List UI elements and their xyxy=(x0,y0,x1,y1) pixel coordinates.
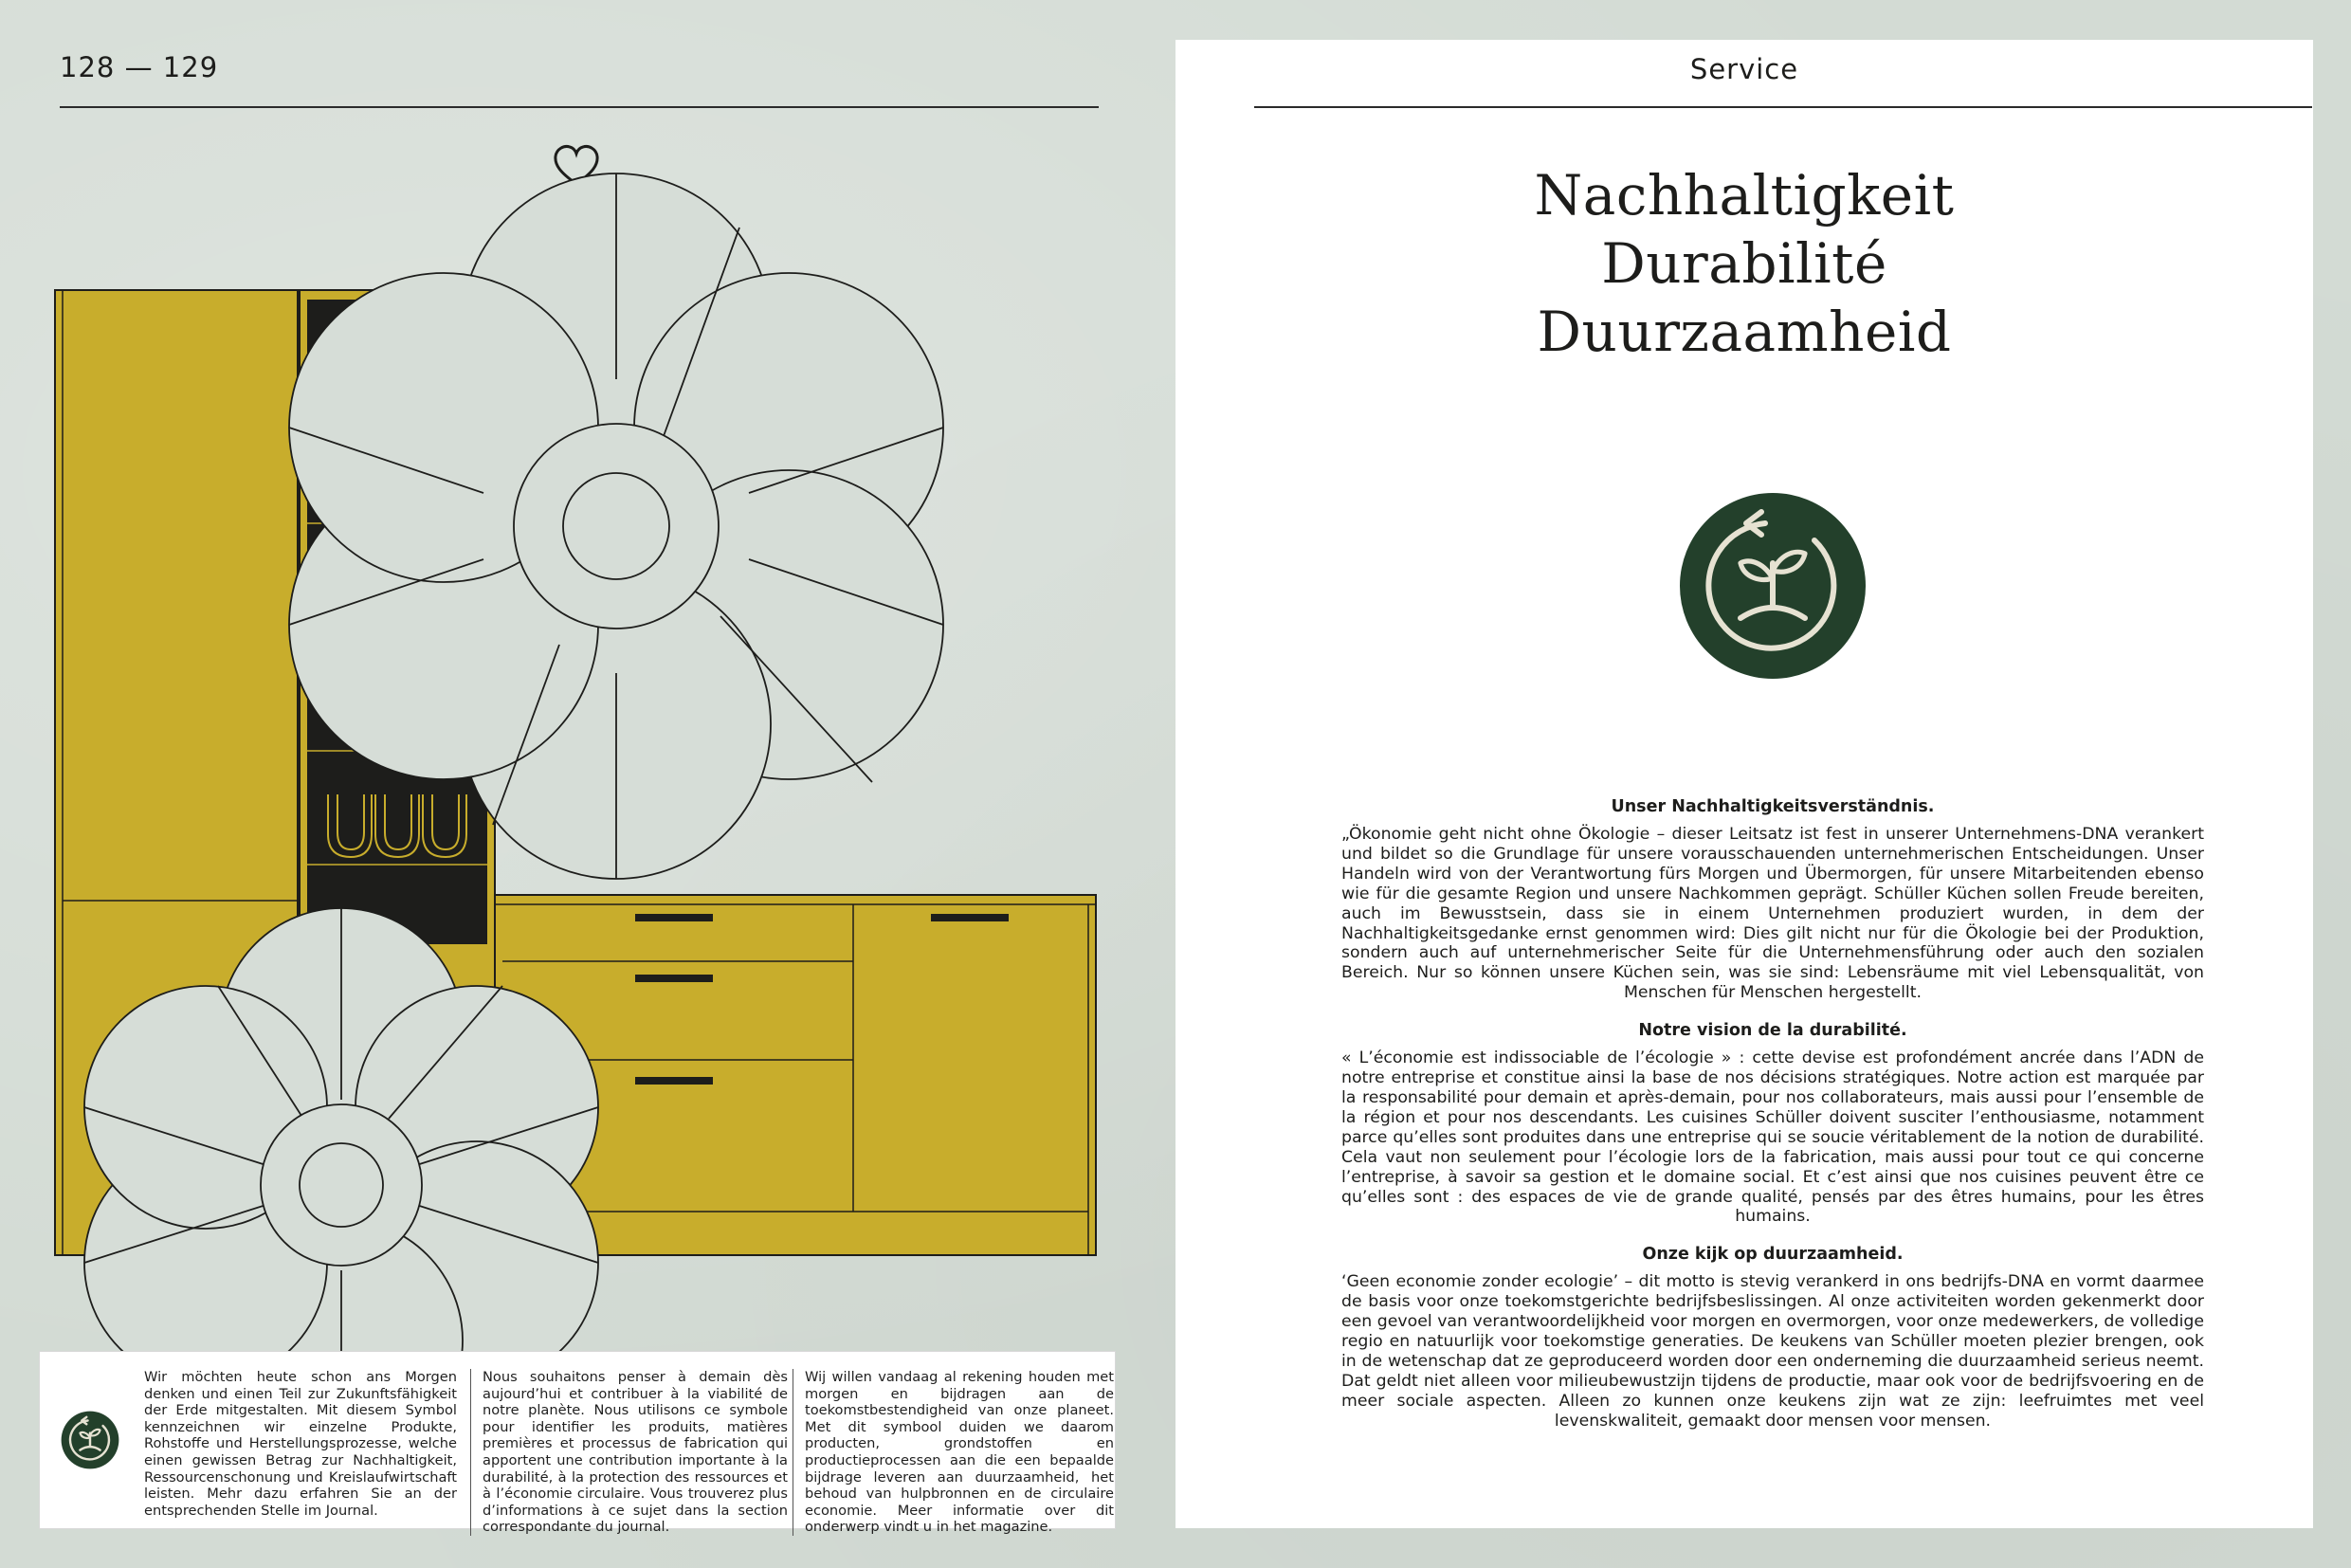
title-line-nl: Duurzaamheid xyxy=(1537,300,1952,364)
section-paragraph-de: „Ökonomie geht nicht ohne Ökologie – dieser Leitsatz ist fest in unserer Unternehmens-DNA verankert und bildet so die Grundlage für unsere vorausschauenden unternehmerischen Entscheidungen. Unser Handeln wird von der Verantwortung fürs Morgen und Übermorgen, für unsere Mitarbeitenden ebenso wie für die gesamte Region und unsere Nachkommen geprägt. Schüller Küchen sollen Freude bereiten, auch im Bewusstsein, dass sie in einem Unternehmen produziert wurden, in dem der Nachhaltigkeitsgedanke ernst genommen wird: Dies gilt nicht nur für die Ökologie bei der Produktion, sondern auch auf unternehmerischer Seite für die Unternehmensführung oder auch den sozialen Bereich. Nur so können unsere Küchen sein, was sie sind: Lebensräume mit viel Lebensqualität, von Menschen für Menschen hergestellt. xyxy=(1341,825,2204,1003)
section-paragraph-nl: ‘Geen economie zonder ecologie’ – dit motto is stevig verankerd in ons bedrijfs-DNA en vormt daarmee de basis voor onze toekomstgerichte bedrijfsbeslissingen. Al onze activiteiten worden gekenmerkt door een gevoel van verantwoordelijkheid voor morgen en overmorgen, voor onze medewerkers, de volledige regio en natuurlijk voor toekomstige generaties. De keukens van Schüller moeten plezier brengen, ook in de wetenschap dat ze geproduceerd worden door een onderneming die duurzaamheid serieus neemt. Dat geldt niet alleen voor milieubewustzijn tijdens de productie, maar ook voor de bedrijfsvoering en de meer sociale aspecten. Alleen zo kunnen onze keukens zijn wat ze zijn: leefruimtes met veel levenskwaliteit, gemaakt door mensen voor mensen. xyxy=(1341,1272,2204,1431)
title-line-de: Nachhaltigkeit xyxy=(1534,163,1955,228)
sustainability-legend-box xyxy=(40,1352,1115,1536)
legend-text-nl: Wij willen vandaag al rekening houden met morgen en bijdragen aan de toekomstbestendigheid van onze planeet. Met dit symbool duiden we daarom producten, grondstoffen en productieprocessen aan die een bepaalde bijdrage leveren aan duurzaamheid, het behoud van hulpbronnen en de circulaire economie. Meer informatie over dit onderwerp vindt u in het magazine. xyxy=(793,1369,1114,1536)
section-heading-de: Unser Nachhaltigkeitsverständnis. xyxy=(1611,797,1935,816)
page-title xyxy=(1176,161,2313,366)
header-rule-left xyxy=(60,106,1099,108)
page-numbers: 128 — 129 xyxy=(60,51,219,83)
title-line-fr: Durabilité xyxy=(1601,231,1887,296)
section-heading-fr: Notre vision de la durabilité. xyxy=(1638,1021,1907,1041)
sustainability-symbol-icon xyxy=(1678,491,1868,681)
kitchen-flower-illustration xyxy=(49,171,1102,1365)
section-heading-nl: Onze kijk op duurzaamheid. xyxy=(1642,1245,1904,1265)
header-rule-right xyxy=(1254,106,2312,108)
section-label: Service xyxy=(1689,53,1799,85)
section-paragraph-fr: « L’économie est indissociable de l’écologie » : cette devise est profondément ancrée dans l’ADN de notre entreprise et constitue ainsi la base de nos décisions stratégiques. Notre action est marquée par la responsabilité pour demain et après-demain, pour nos collaborateurs, mais aussi pour l’ensemble de la région et pour nos descendants. Les cuisines Schüller doivent susciter l’enthousiasme, notamment parce qu’elles sont produites dans une entreprise qui se soucie véritablement de la notion de durabilité. Cela vaut non seulement pour l’écologie lors de la fabrication, mais aussi pour tout ce qui concerne l’entreprise, à savoir sa gestion et le domaine social. Et c’est ainsi que nos cuisines peuvent être ce qu’elles sont : des espaces de vie de grande qualité, pensés par des êtres humains, pour les êtres humains. xyxy=(1341,1048,2204,1227)
legend-text-fr: Nous souhaitons penser à demain dès aujourd’hui et contribuer à la viabilité de notre planète. Nous utilisons ce symbole pour identifier les produits, matières premières et processus de fabrication qui apportent une contribution importante à la durabilité, à la protection des ressources et à l’économie circulaire. Vous trouverez plus d’informations à ce sujet dans la section correspondante du journal. xyxy=(470,1369,788,1536)
sustainability-symbol-icon xyxy=(61,1411,119,1469)
right-page xyxy=(1176,40,2313,1528)
body-text xyxy=(1341,796,2204,1449)
legend-text-de: Wir möchten heute schon ans Morgen denken und einen Teil zur Zukunftsfähigkeit der Erde mitgestalten. Mit diesem Symbol kennzeichnen wir einzelne Produkte, Rohstoffe und Herstellungsprozesse, welche einen gewissen Betrag zur Nachhaltigkeit, Ressourcenschonung und Kreislaufwirtschaft leisten. Mehr dazu erfahren Sie an der entsprechenden Stelle im Journal. xyxy=(144,1369,457,1519)
